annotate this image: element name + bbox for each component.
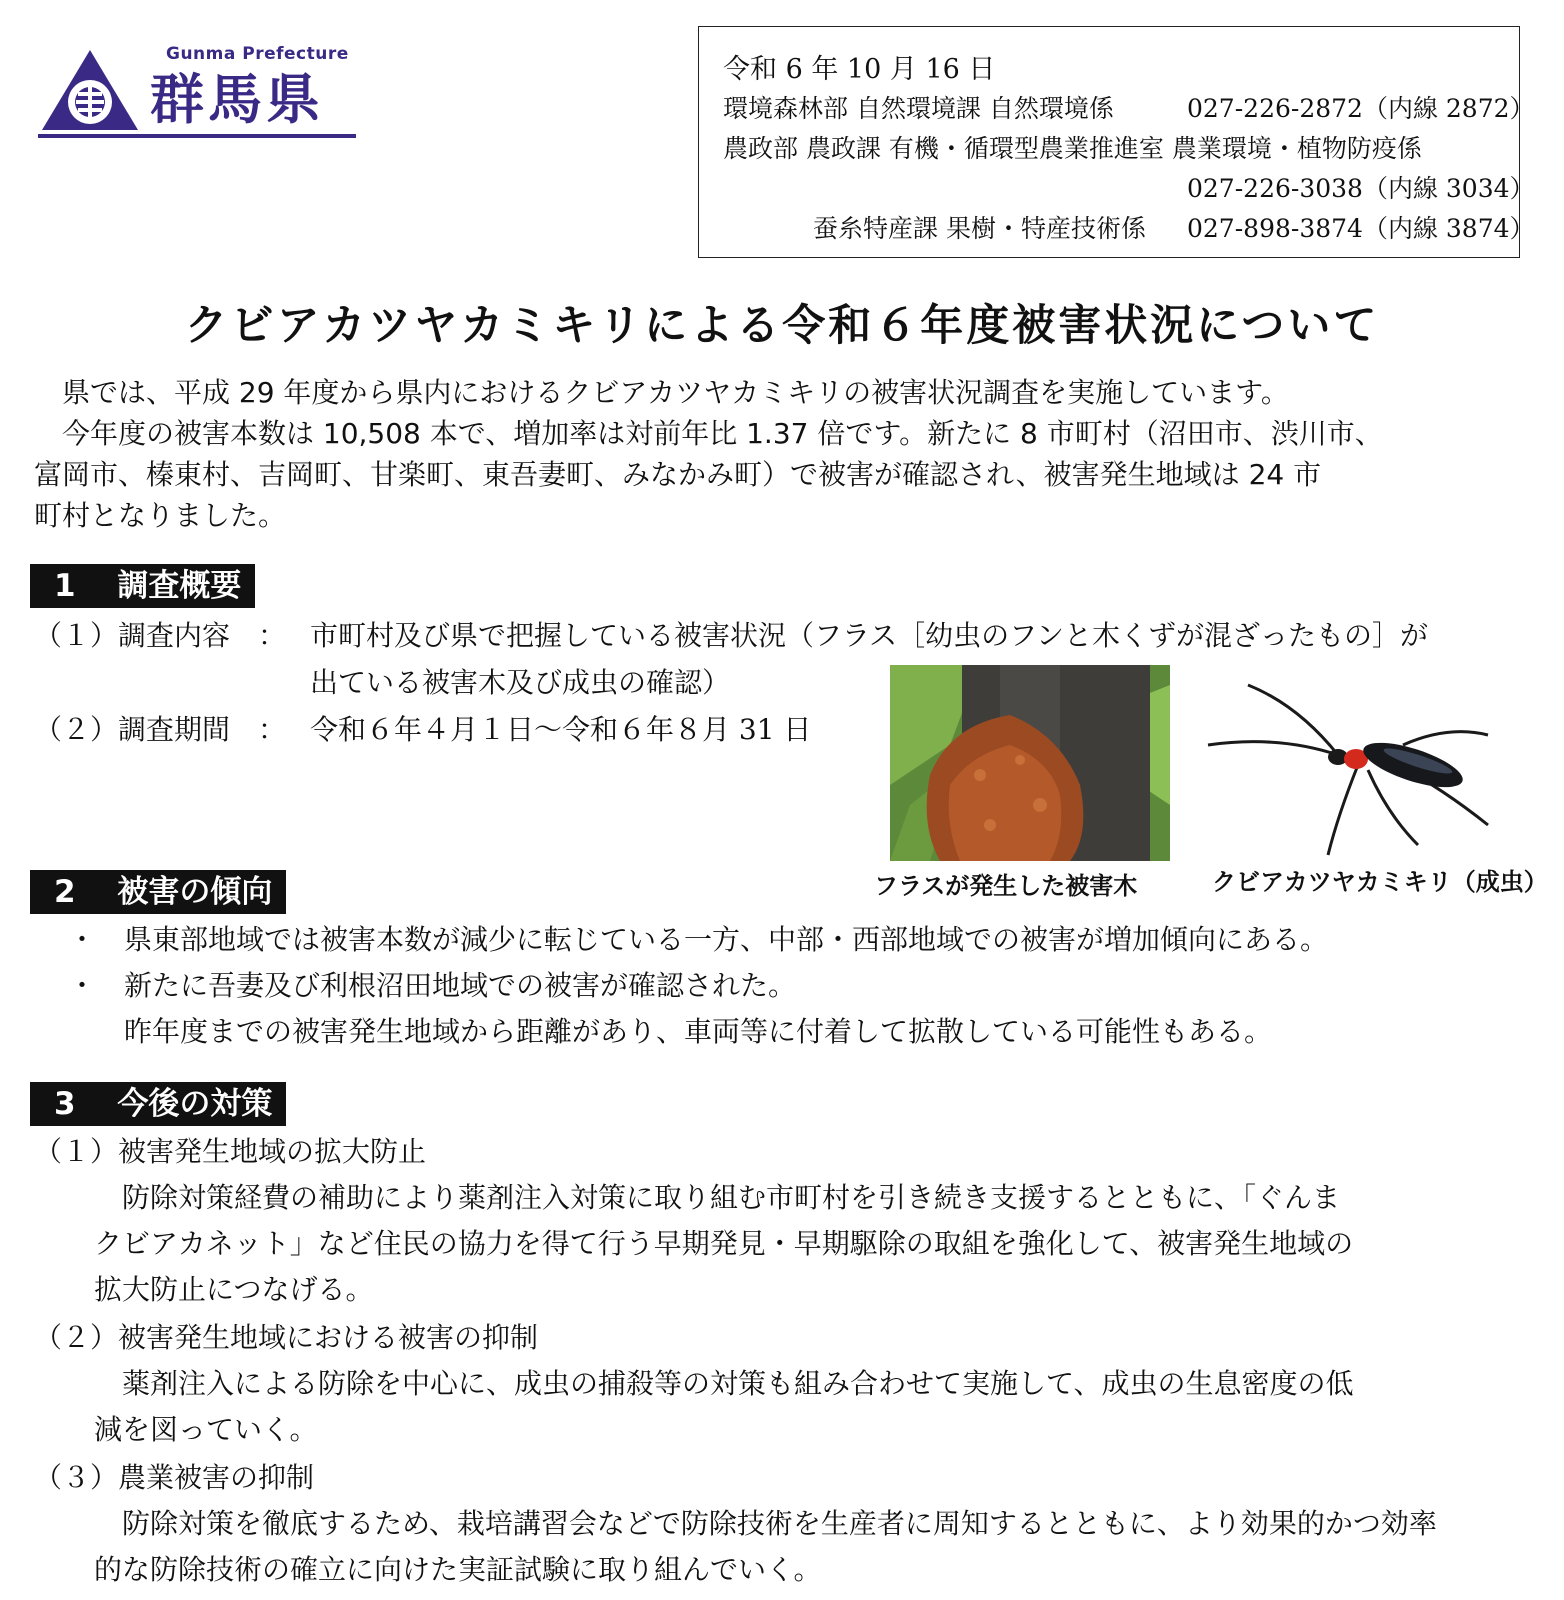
intro-line-1: 県では、平成 29 年度から県内におけるクビアカツヤカミキリの被害状況調査を実施しています。: [34, 376, 1289, 409]
photo-caption-beetle: クビアカツヤカミキリ（成虫）: [1212, 868, 1548, 896]
photo-caption-tree: フラスが発生した被害木: [874, 872, 1138, 900]
survey-period-label: （２）調査期間 ：: [34, 713, 287, 746]
measure-1-line-1: 防除対策経費の補助により薬剤注入対策に取り組む市町村を引き続き支援するとともに、「ぐんま: [94, 1181, 1341, 1214]
measure-2-line-1: 薬剤注入による防除を中心に、成虫の捕殺等の対策も組み合わせて実施して、成虫の生息密度の低: [94, 1367, 1354, 1400]
section-1-heading: 1 調査概要: [30, 564, 255, 608]
beetle-photo: [1188, 665, 1508, 861]
contact-dept-2: 農政部 農政課 有機・循環型農業推進室 農業環境・植物防疫係: [723, 134, 1422, 163]
contact-dept-1: 環境森林部 自然環境課 自然環境係: [723, 94, 1114, 123]
measure-2-title: （２）被害発生地域における被害の抑制: [34, 1321, 539, 1354]
intro-line-3: 富岡市、榛東村、吉岡町、甘楽町、東吾妻町、みなかみ町）で被害が確認され、被害発生地域は 24 市: [34, 458, 1322, 491]
prefecture-logo: [38, 42, 358, 144]
logo-underline: [38, 134, 356, 138]
survey-content-label: （１）調査内容 ：: [34, 619, 287, 652]
measure-3-line-2: 的な防除技術の確立に向けた実証試験に取り組んでいく。: [94, 1553, 822, 1586]
contact-box: [698, 26, 1535, 258]
issue-date: 令和 6 年 10 月 16 日: [723, 54, 996, 85]
damaged-tree-photo: [890, 665, 1170, 861]
page-title: クビアカツヤカミキリによる令和６年度被害状況について: [184, 301, 1380, 351]
contact-dept-3: 蚕糸特産課 果樹・特産技術係: [813, 214, 1146, 243]
survey-period-text: 令和６年４月１日～令和６年８月 31 日: [310, 713, 812, 746]
measure-3-title: （３）農業被害の抑制: [34, 1461, 315, 1494]
bullet-icon: ・: [68, 969, 97, 1002]
contact-tel-3: 027-898-3874（内線 3874）: [1187, 214, 1535, 243]
section-3-heading: 3 今後の対策: [30, 1082, 286, 1126]
gunma-emblem-icon: [38, 46, 142, 136]
logo-english: Gunma Prefecture: [166, 44, 349, 64]
measure-3-line-1: 防除対策を徹底するため、栽培講習会などで防除技術を生産者に周知するとともに、より効果的かつ効率: [94, 1507, 1437, 1540]
measure-1-title: （１）被害発生地域の拡大防止: [34, 1135, 427, 1168]
trend-item-2: 新たに吾妻及び利根沼田地域での被害が確認された。: [124, 969, 797, 1002]
contact-tel-2: 027-226-3038（内線 3034）: [1187, 174, 1535, 203]
intro-line-4: 町村となりました。: [34, 499, 287, 532]
intro-line-2: 今年度の被害本数は 10,508 本で、増加率は対前年比 1.37 倍です。新たに 8 市町村（沼田市、渋川市、: [34, 417, 1383, 450]
measure-1-line-3: 拡大防止につなげる。: [94, 1273, 374, 1306]
measure-1-line-2: クビアカネット」など住民の協力を得て行う早期発見・早期駆除の取組を強化して、被害発生地域の: [94, 1227, 1354, 1260]
logo-japanese: 群馬県: [150, 68, 324, 131]
trend-item-2-cont: 昨年度までの被害発生地域から距離があり、車両等に付着して拡散している可能性もある。: [124, 1015, 1273, 1048]
section-2-heading: 2 被害の傾向: [30, 870, 286, 914]
measure-2-line-2: 減を図っていく。: [94, 1413, 318, 1446]
contact-tel-1: 027-226-2872（内線 2872）: [1187, 94, 1535, 123]
survey-content-text-cont: 出ている被害木及び成虫の確認）: [310, 666, 731, 699]
bullet-icon: ・: [68, 923, 97, 956]
survey-content-text: 市町村及び県で把握している被害状況（フラス［幼虫のフンと木くずが混ざったもの］が: [310, 619, 1429, 652]
trend-item-1: 県東部地域では被害本数が減少に転じている一方、中部・西部地域での被害が増加傾向にある。: [124, 923, 1329, 956]
